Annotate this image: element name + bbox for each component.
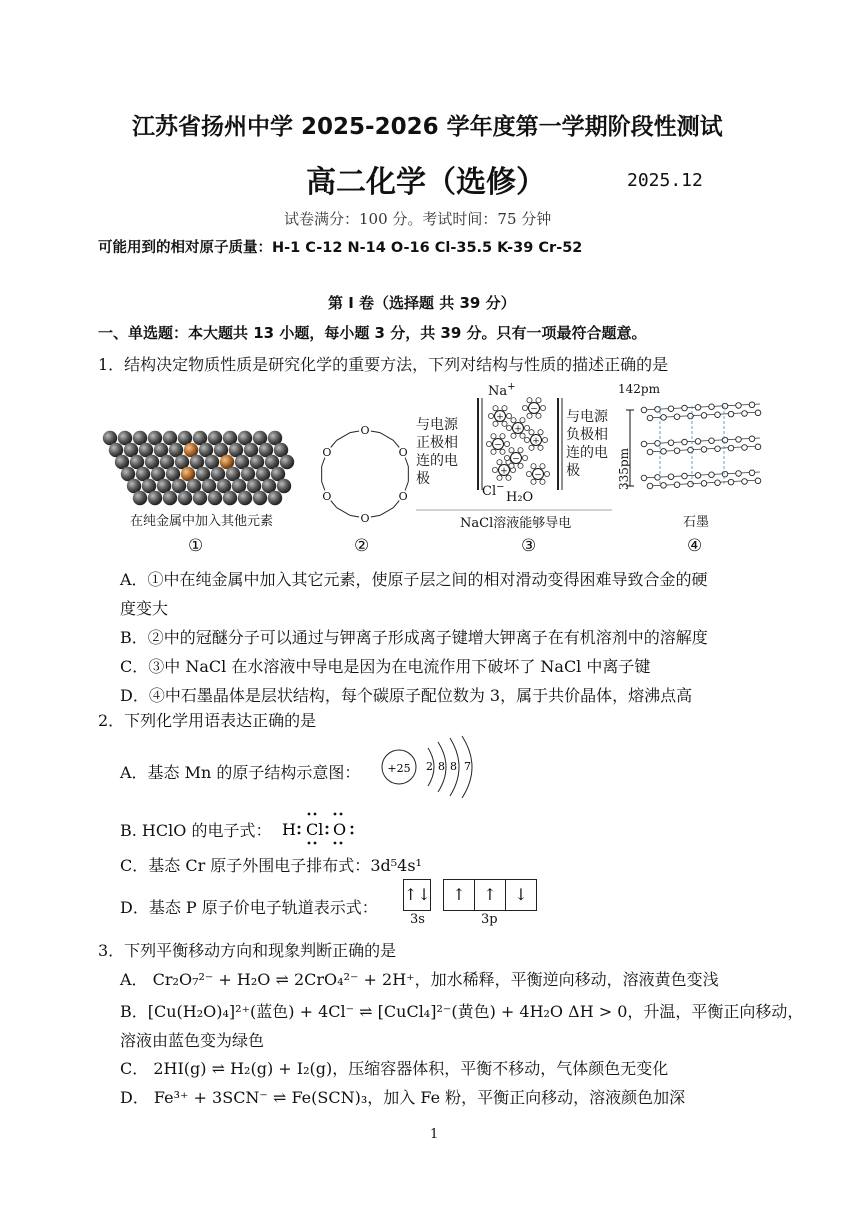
carbon-atom [641, 441, 647, 447]
water-molecule [511, 418, 516, 423]
carbon-atom [688, 447, 694, 453]
metal-atom [193, 491, 207, 505]
anode-label: 与电源 正极相 连的电 极 [416, 417, 458, 487]
metal-atom [238, 491, 252, 505]
orbital-3p-2: ↑ [474, 879, 506, 911]
carbon-atom [715, 412, 721, 418]
water-molecule [540, 464, 545, 469]
cathode-label: 与电源 负极相 连的电 极 [566, 409, 608, 479]
metal-atom [280, 455, 294, 469]
subject-title: 高二化学（选修） [306, 165, 546, 200]
carbon-atom [736, 437, 742, 443]
graphite-bond-length: 142pm [618, 382, 660, 396]
orbital-label-3s: 3s [410, 912, 425, 927]
water-molecule [504, 455, 509, 460]
q2-option-b: B. HClO 的电子式： [120, 821, 272, 840]
carbon-atom [668, 440, 674, 446]
q3-option-a: A． Cr₂O₇²⁻ + H₂O ⇌ 2CrO₄²⁻ + 2H⁺，加水稀释，平衡逆向移动，溶液黄色变浅 [120, 970, 719, 989]
orbital-3s: ↑↓ [403, 879, 431, 911]
water-molecule [531, 464, 536, 469]
q2-option-d: D．基态 P 原子价电子轨道表示式： [120, 898, 378, 917]
carbon-atom [715, 446, 721, 452]
carbon-atom [742, 411, 748, 417]
exam-title: 江苏省扬州中学 2025-2026 学年度第一学期阶段性测试 [132, 114, 723, 140]
section-title: 第 I 卷（选择题 共 39 分） [328, 294, 516, 312]
carbon-atom [674, 448, 680, 454]
carbon-atom [688, 481, 694, 487]
metal-atom [208, 491, 222, 505]
exam-date: 2025.12 [627, 170, 703, 191]
carbon-atom [728, 479, 734, 485]
carbon-atom [641, 475, 647, 481]
carbon-atom [668, 474, 674, 480]
water-molecule [540, 405, 545, 410]
section-instructions: 一、单选题：本大题共 13 小题，每小题 3 分，共 39 分。只有一项最符合题意。 [98, 324, 647, 342]
alloy-figure [98, 428, 298, 508]
orbital-3p-3: ↓ [505, 879, 537, 911]
carbon-atom [736, 471, 742, 477]
ion-charge: + [532, 436, 540, 447]
carbon-atom [661, 483, 667, 489]
mn-structure-diagram [380, 734, 490, 800]
carbon-atom [695, 473, 701, 479]
question-2-stem: 2．下列化学用语表达正确的是 [98, 711, 317, 730]
water-molecule [500, 434, 505, 439]
crown-oxygen: O [360, 512, 370, 525]
figure-number-2: ② [354, 536, 370, 556]
water-molecule [497, 460, 502, 465]
carbon-atom [641, 407, 647, 413]
mn-nucleus-charge: +25 [387, 762, 411, 775]
carbon-atom [755, 444, 761, 450]
metal-atom [277, 479, 291, 493]
metal-atom [178, 491, 192, 505]
q1-option-d: D．④中石墨晶体是层状结构，每个碳原子配位数为 3，属于共价晶体，熔沸点高 [120, 686, 693, 705]
water-molecule [492, 467, 497, 472]
water-molecule [544, 471, 549, 476]
question-1-stem: 1．结构决定物质性质是研究化学的重要方法，下列对结构与性质的描述正确的是 [98, 355, 669, 374]
metal-atom [163, 491, 177, 505]
q2-option-c: C．基态 Cr 原子外围电子排布式：3d⁵4s¹ [120, 856, 422, 875]
carbon-atom [728, 411, 734, 417]
q1-option-c: C．③中 NaCl 在水溶液中导电是因为在电流作用下破坏了 NaCl 中离子键 [120, 657, 651, 676]
water-molecule [526, 471, 531, 476]
carbon-atom [655, 407, 661, 413]
carbon-atom [661, 415, 667, 421]
crown-oxygen: O [322, 490, 332, 503]
crown-ether-figure [315, 418, 415, 530]
ion-charge: − [530, 404, 538, 415]
water-molecule [488, 413, 493, 418]
carbon-atom [695, 439, 701, 445]
water-molecule [538, 430, 543, 435]
metal-atom [268, 491, 282, 505]
figure-number-3: ③ [521, 536, 537, 556]
graphite-layer-spacing: 335pm [617, 448, 631, 490]
water-molecule [506, 425, 511, 430]
carbon-atom [695, 405, 701, 411]
carbon-atom [709, 438, 715, 444]
q2-option-a: A．基态 Mn 的原子结构示意图： [120, 763, 361, 782]
water-molecule [518, 448, 523, 453]
carbon-atom [674, 482, 680, 488]
ion-charge: + [496, 412, 504, 423]
q1-option-b: B．②中的冠醚分子可以通过与钾离子形成离子键增大钾离子在有机溶剂中的溶解度 [120, 628, 708, 647]
crown-oxygen: O [360, 424, 370, 437]
carbon-atom [661, 449, 667, 455]
q3-option-d: D． Fe³⁺ + 3SCN⁻ ⇌ Fe(SCN)₃，加入 Fe 粉，平衡正向移动，溶液颜色加深 [120, 1088, 686, 1107]
carbon-atom [749, 402, 755, 408]
exam-info: 试卷满分：100 分。考试时间：75 分钟 [284, 210, 552, 228]
carbon-atom [709, 472, 715, 478]
cr-config: 3d⁵4s¹ [370, 856, 422, 875]
figure-number-4: ④ [687, 536, 703, 556]
figure-number-1: ① [188, 536, 204, 556]
water-molecule [486, 441, 491, 446]
q3-option-b-cont: 溶液由蓝色变为绿色 [120, 1031, 265, 1050]
carbon-atom [749, 436, 755, 442]
graphite-caption: 石墨 [683, 515, 710, 530]
water-molecule [524, 425, 529, 430]
carbon-atom [722, 403, 728, 409]
metal-atom [133, 491, 147, 505]
svg-text:O: O [333, 820, 347, 839]
carbon-atom [647, 483, 653, 489]
carbon-atom [688, 413, 694, 419]
water-molecule [502, 406, 507, 411]
orbital-label-3p: 3p [481, 912, 498, 927]
water-molecule [504, 441, 509, 446]
carbon-atom [755, 478, 761, 484]
graphite-figure [620, 382, 770, 510]
ion-charge: + [514, 424, 522, 435]
metal-atom [223, 491, 237, 505]
water-molecule [536, 398, 541, 403]
carbon-atom [722, 471, 728, 477]
water-molecule [491, 434, 496, 439]
water-molecule [524, 437, 529, 442]
carbon-atom [647, 415, 653, 421]
carbon-atom [682, 473, 688, 479]
carbon-atom [674, 414, 680, 420]
metal-atom [253, 491, 267, 505]
water-molecule [506, 413, 511, 418]
ion-charge: − [512, 454, 520, 465]
carbon-atom [655, 475, 661, 481]
ion-charge: − [494, 440, 502, 451]
carbon-atom [668, 406, 674, 412]
carbon-atom [709, 404, 715, 410]
q1-option-a-cont: 度变大 [120, 599, 169, 618]
carbon-atom [647, 449, 653, 455]
metal-atom [148, 491, 162, 505]
mn-shell-3: 8 [450, 760, 457, 773]
carbon-atom [742, 479, 748, 485]
mn-shell-1: 2 [426, 760, 433, 773]
q3-option-b: B．[Cu(H₂O)₄]²⁺(蓝色) + 4Cl⁻ ⇌ [CuCl₄]²⁻(黄色) + 4H₂O ΔH > 0，升温，平衡正向移动， [120, 1002, 804, 1021]
mn-shell-4: 7 [464, 760, 471, 773]
water-molecule [509, 448, 514, 453]
water-molecule [522, 405, 527, 410]
water-molecule [522, 455, 527, 460]
ion-charge: − [534, 470, 542, 481]
nacl-caption: NaCl溶液能够导电 [460, 516, 572, 531]
crown-oxygen: O [398, 446, 408, 459]
carbon-atom [682, 405, 688, 411]
orbital-3p-1: ↑ [443, 879, 475, 911]
sodium-ion-label: Na+ [488, 381, 516, 399]
water-molecule [493, 406, 498, 411]
carbon-atom [655, 441, 661, 447]
alloy-caption: 在纯金属中加入其他元素 [130, 514, 274, 529]
carbon-atom [736, 403, 742, 409]
carbon-atom [722, 437, 728, 443]
crown-oxygen: O [398, 490, 408, 503]
question-3-stem: 3．下列平衡移动方向和现象判断正确的是 [98, 941, 397, 960]
hclo-electron-formula [278, 808, 368, 848]
page-number: 1 [430, 1127, 439, 1142]
carbon-atom [701, 413, 707, 419]
carbon-atom [749, 470, 755, 476]
crown-oxygen: O [322, 446, 332, 459]
carbon-atom [715, 480, 721, 486]
q1-option-a: A．①中在纯金属中加入其它元素，使原子层之间的相对滑动变得困难导致合金的硬 [120, 570, 708, 589]
water-molecule [527, 398, 532, 403]
carbon-atom [701, 447, 707, 453]
svg-text:Cl: Cl [306, 820, 324, 839]
ion-charge: + [500, 466, 508, 477]
water-molecule [529, 430, 534, 435]
carbon-atom [701, 481, 707, 487]
water-label: H₂O [506, 490, 534, 505]
carbon-atom [682, 439, 688, 445]
water-molecule [542, 437, 547, 442]
atomic-masses: 可能用到的相对原子质量：H-1 C-12 N-14 O-16 Cl-35.5 K-39 Cr-52 [98, 240, 583, 256]
carbon-atom [742, 445, 748, 451]
water-molecule [520, 418, 525, 423]
svg-text:H: H [282, 820, 296, 839]
q3-option-c: C． 2HI(g) ⇌ H₂(g) + I₂(g)，压缩容器体积，平衡不移动，气体颜色无变化 [120, 1059, 669, 1078]
chloride-ion-label: Cl− [482, 481, 505, 499]
mn-shell-2: 8 [438, 760, 445, 773]
carbon-atom [728, 445, 734, 451]
carbon-atom [755, 410, 761, 416]
